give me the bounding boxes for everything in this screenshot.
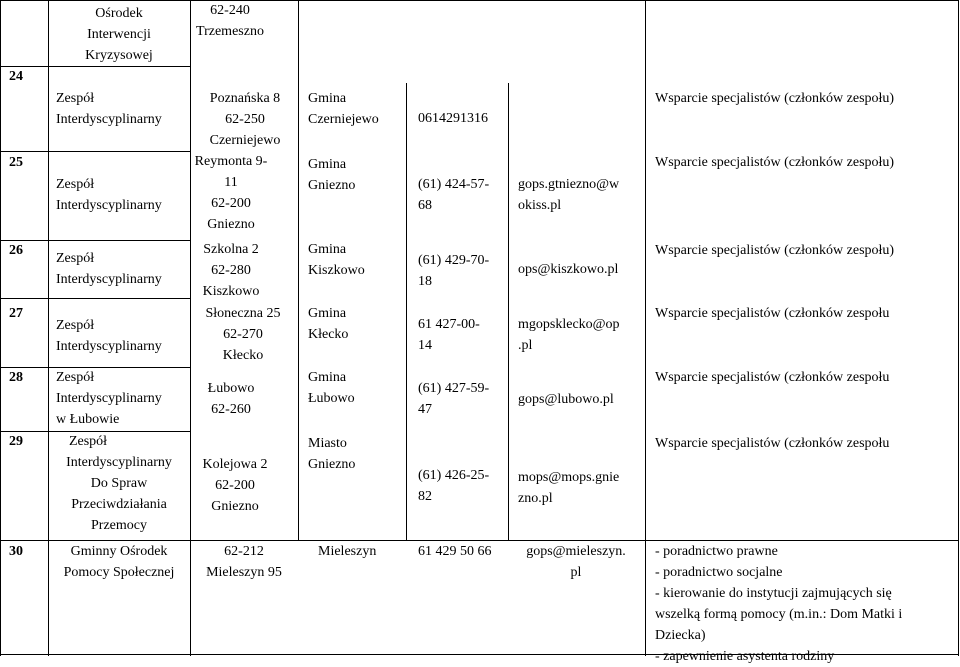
email: gops.gtniezno@w okiss.pl <box>518 177 620 213</box>
row-number: 30 <box>9 544 23 559</box>
institution-name: Ośrodek Interwencji Kryzysowej <box>85 6 153 63</box>
institution-name: Zespół Interdyscyplinarny <box>56 318 162 354</box>
institution-name: Gminny Ośrodek Pomocy Społecznej <box>63 544 175 580</box>
support: Wsparcie specjalistów (członków zespołu <box>655 436 890 451</box>
gmina: Gmina Łubowo <box>308 370 355 406</box>
institution-name: Zespół Interdyscyplinarny <box>56 91 162 127</box>
grid-line <box>0 0 959 1</box>
address: Reymonta 9- 11 62-200 Gniezno <box>194 154 268 232</box>
email: ops@kiszkowo.pl <box>518 262 619 277</box>
gmina: Gmina Czerniejewo <box>308 91 379 127</box>
row-number: 25 <box>9 155 23 170</box>
institution-name: Zespół Interdyscyplinarny w Łubowie <box>56 370 162 427</box>
row-number: 27 <box>9 306 23 321</box>
institution-name: Zespół Interdyscyplinarny <box>56 251 162 287</box>
grid-line <box>645 0 646 656</box>
grid-line <box>508 83 509 540</box>
phone: (61) 429-70- 18 <box>418 253 490 289</box>
grid-line <box>406 83 407 540</box>
phone: 61 429 50 66 <box>418 544 492 559</box>
support: - poradnictwo prawne - poradnictwo socjalne - kierowanie do instytucji zajmujących się wszelką formą pomocy (m.in.: Dom Matki i Dziecka) - zapewnienie asystenta rodziny <box>655 544 903 664</box>
address: 62-212 Mieleszyn 95 <box>206 544 282 580</box>
row-number: 24 <box>9 69 23 84</box>
institution-name: Zespół <box>68 434 108 449</box>
email: mops@mops.gnie zno.pl <box>518 470 620 506</box>
email: mgopsklecko@op .pl <box>518 317 620 353</box>
address: 62-240 Trzemeszno <box>196 3 264 39</box>
gmina: Mieleszyn <box>318 544 377 559</box>
grid-line <box>958 0 959 656</box>
support: Wsparcie specjalistów (członków zespołu) <box>655 91 895 106</box>
email: gops@mieleszyn. pl <box>526 544 626 580</box>
row-number: 28 <box>9 370 23 385</box>
support: Wsparcie specjalistów (członków zespołu) <box>655 243 895 258</box>
address: Kolejowa 2 62-200 Gniezno <box>202 457 268 514</box>
email: gops@lubowo.pl <box>518 392 614 407</box>
support: Wsparcie specjalistów (członków zespołu <box>655 306 890 321</box>
row-number: 26 <box>9 243 23 258</box>
phone: 61 427-00- 14 <box>418 317 480 353</box>
address: Szkolna 2 62-280 Kiszkowo <box>202 242 260 299</box>
grid-line <box>0 66 191 67</box>
phone: 0614291316 <box>418 111 488 126</box>
gmina: Miasto Gniezno <box>308 436 356 472</box>
support: Wsparcie specjalistów (członków zespołu <box>655 370 890 385</box>
institution-name-cont: Interdyscyplinarny Do Spraw Przeciwdziałania Przemocy <box>66 455 172 533</box>
grid-line <box>298 0 299 540</box>
gmina: Gmina Kiszkowo <box>308 242 365 278</box>
phone: (61) 424-57- 68 <box>418 177 490 213</box>
address: Łubowo 62-260 <box>207 381 255 417</box>
phone: (61) 426-25- 82 <box>418 468 490 504</box>
address: Słoneczna 25 62-270 Kłecko <box>205 306 281 363</box>
grid-line <box>0 0 1 656</box>
institution-name: Zespół Interdyscyplinarny <box>56 177 162 213</box>
gmina: Gmina Gniezno <box>308 157 356 193</box>
grid-line <box>0 298 191 299</box>
grid-line <box>0 240 191 241</box>
row-number: 29 <box>9 434 23 449</box>
gmina: Gmina Kłecko <box>308 306 349 342</box>
address: Poznańska 8 62-250 Czerniejewo <box>209 91 281 148</box>
support: Wsparcie specjalistów (członków zespołu) <box>655 155 895 170</box>
phone: (61) 427-59- 47 <box>418 381 490 417</box>
grid-line <box>0 151 191 152</box>
